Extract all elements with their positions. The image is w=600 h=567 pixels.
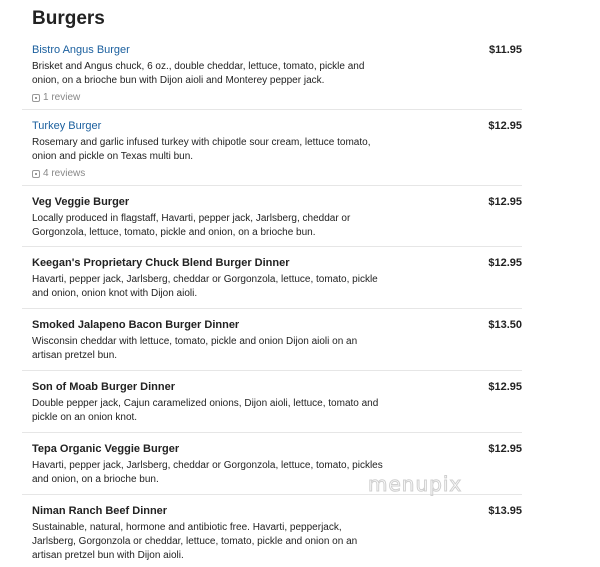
menu-item-description: Double pepper jack, Cajun caramelized onions, Dijon aioli, lettuce, tomato and pickle on an onion knot.	[32, 398, 379, 423]
menu-item-description: Havarti, pepper jack, Jarlsberg, cheddar or Gorgonzola, lettuce, tomato, pickles and onion, on a brioche bun.	[32, 460, 383, 485]
menu-item-price: $13.95	[488, 505, 522, 517]
reviews-count: 1 review	[43, 92, 81, 103]
menu-item-name: Tepa Organic Veggie Burger	[32, 443, 180, 455]
menu-item-price: $13.50	[488, 319, 522, 331]
menu-item	[22, 495, 522, 567]
menu-item-name-link[interactable]: Bistro Angus Burger	[32, 44, 130, 56]
menu-item-description: Rosemary and garlic infused turkey with chipotle sour cream, lettuce tomato, onion and pickle on Texas multi bun.	[32, 137, 371, 162]
menu-item	[22, 110, 522, 186]
menu-item-price: $12.95	[488, 443, 522, 455]
review-icon	[32, 94, 40, 102]
review-icon	[32, 170, 40, 178]
menu-item-description: Brisket and Angus chuck, 6 oz., double cheddar, lettuce, tomato, pickle and onion, on a brioche bun with Dijon aioli and Monterey pepper jack.	[32, 61, 365, 86]
menu-item-name: Niman Ranch Beef Dinner	[32, 505, 168, 517]
menu-item-price: $12.95	[488, 381, 522, 393]
menu-item	[22, 34, 522, 110]
reviews-count: 4 reviews	[43, 168, 86, 179]
menu-item-price: $12.95	[488, 196, 522, 208]
menu-item	[22, 371, 522, 433]
menu-item-name: Keegan's Proprietary Chuck Blend Burger Dinner	[32, 257, 290, 269]
menu-item-name: Veg Veggie Burger	[32, 196, 130, 208]
menu-item-description: Locally produced in flagstaff, Havarti, pepper jack, Jarlsberg, cheddar or Gorgonzola, lettuce, tomato, pickle and onion, on a brioche bun.	[32, 213, 351, 238]
menu-item-price: $12.95	[488, 120, 522, 132]
menu-item	[22, 247, 522, 309]
reviews-link[interactable]	[32, 91, 510, 105]
menu-item-name: Son of Moab Burger Dinner	[32, 381, 175, 393]
watermark: menupix	[368, 472, 463, 496]
menu-item-name: Smoked Jalapeno Bacon Burger Dinner	[32, 319, 240, 331]
reviews-link[interactable]	[32, 167, 510, 181]
menu-item	[22, 186, 522, 247]
menu-item-name-link[interactable]: Turkey Burger	[32, 120, 102, 132]
menu-item-description: Wisconsin cheddar with lettuce, tomato, pickle and onion Dijon aioli on an artisan pretzel bun.	[32, 336, 358, 361]
menu-item-description: Sustainable, natural, hormone and antibiotic free. Havarti, pepperjack, Jarlsberg, Gorgonzola or cheddar, lettuce, tomato, pickle and onion on an artisan pretzel bun with Dijon aioli.	[32, 522, 358, 561]
menu-item	[22, 309, 522, 371]
section-title: Burgers	[32, 8, 105, 29]
menu-item-description: Havarti, pepper jack, Jarlsberg, cheddar or Gorgonzola, lettuce, tomato, pickle and onion, onion knot with Dijon aioli.	[32, 274, 378, 299]
menu-item-price: $12.95	[488, 257, 522, 269]
menu-item-price: $11.95	[488, 44, 522, 56]
